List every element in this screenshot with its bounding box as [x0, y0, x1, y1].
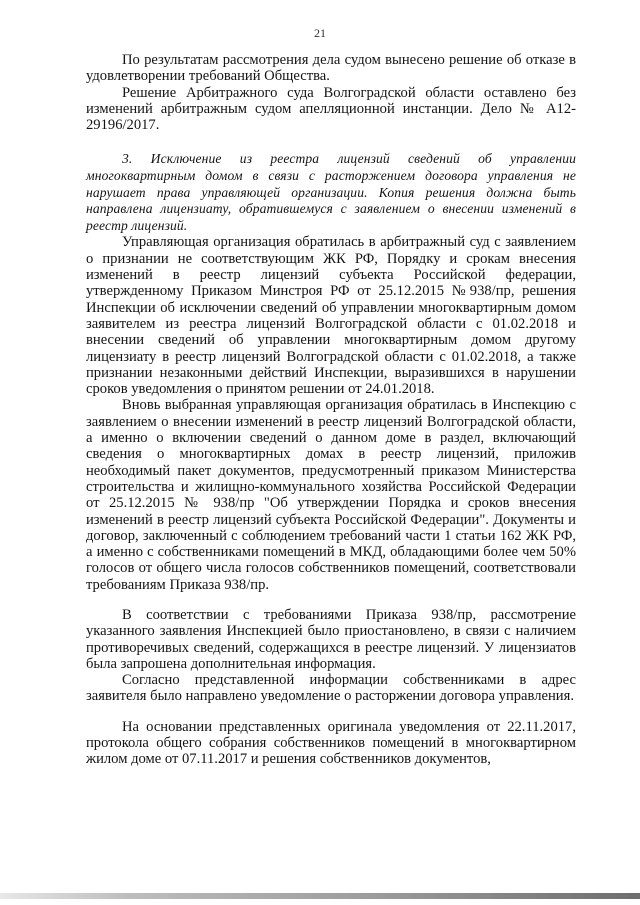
page-number: 21	[314, 26, 326, 40]
paragraph-court-decision: По результатам рассмотрения дела судом вынесено решение об отказе в удовлетворении требований Общества.	[86, 52, 576, 85]
paragraph-new-organization-application: Вновь выбранная управляющая организация обратилась в Инспекцию с заявлением о внесении изменений в реестр лицензий Волгоградской области, а именно о включении сведений о данном доме в раздел, включающий сведения о многоквартирных домах в реестр лицензий, приложив необходимый пакет документов, предусмотренный приказом Министерства строительства и жилищно-коммунального хозяйства Российской Федерации от 25.12.2015 № 938/пр "Об утверждении Порядка и сроков внесения изменений в реестр лицензий субъекта Российской Федерации". Документы и договор, заключенный с соблюдением требований части 1 статьи 162 ЖК РФ, а именно с собственниками помещений в МКД, обладающими более чем 50% голосов от общего числа голосов собственников помещений, соответствовали требованиям Приказа 938/пр.	[86, 397, 576, 593]
paragraph-order-938-suspension: В соответствии с требованиями Приказа 938/пр, рассмотрение указанного заявления Инспекцией было приостановлено, в связи с наличием противоречивых сведений, содержащихся в реестре лицензий. У лицензиатов была запрошена дополнительная информация.	[86, 606, 576, 672]
document-body	[86, 52, 576, 768]
paragraph-owners-notification: Согласно представленной информации собственниками в адрес заявителя было направлено уведомление о расторжении договора управления.	[86, 672, 576, 705]
paragraph-appeal-result: Решение Арбитражного суда Волгоградской области оставлено без изменений арбитражным судом апелляционной инстанции. Дело № А12-29196/2017.	[86, 84, 576, 134]
paragraph-documents-basis: На основании представленных оригинала уведомления от 22.11.2017, протокола общего собрания собственников помещений в многоквартирном жилом доме от 07.11.2017 и решения собственников документов,	[86, 718, 576, 768]
scan-bottom-edge	[0, 893, 640, 899]
section-heading-italic: 3. Исключение из реестра лицензий сведений об управлении многоквартирным домом в связи с расторжением договора управления не нарушает права управляющей организации. Копия решения должна быть направлена лицензиату, обратившемуся с заявлением о внесении изменений в реестр лицензий.	[86, 151, 576, 233]
paragraph-management-organization-claim: Управляющая организация обратилась в арбитражный суд с заявлением о признании не соответствующим ЖК РФ, Порядку и срокам внесения изменений в реестр лицензий субъекта Российской федерации, утвержденному Приказом Минстроя РФ от 25.12.2015 №938/пр, решения Инспекции об исключении сведений об управлении многоквартирным домом заявителем из реестра лицензий Волгоградской области с 01.02.2018 и внесении сведений об управлении многоквартирным домом другому лицензиату в реестр лицензий Волгоградской области с 01.02.2018, а также признании незаконными действий Инспекции, выразившихся в нарушении сроков уведомления о принятом решении от 24.01.2018.	[86, 234, 576, 398]
